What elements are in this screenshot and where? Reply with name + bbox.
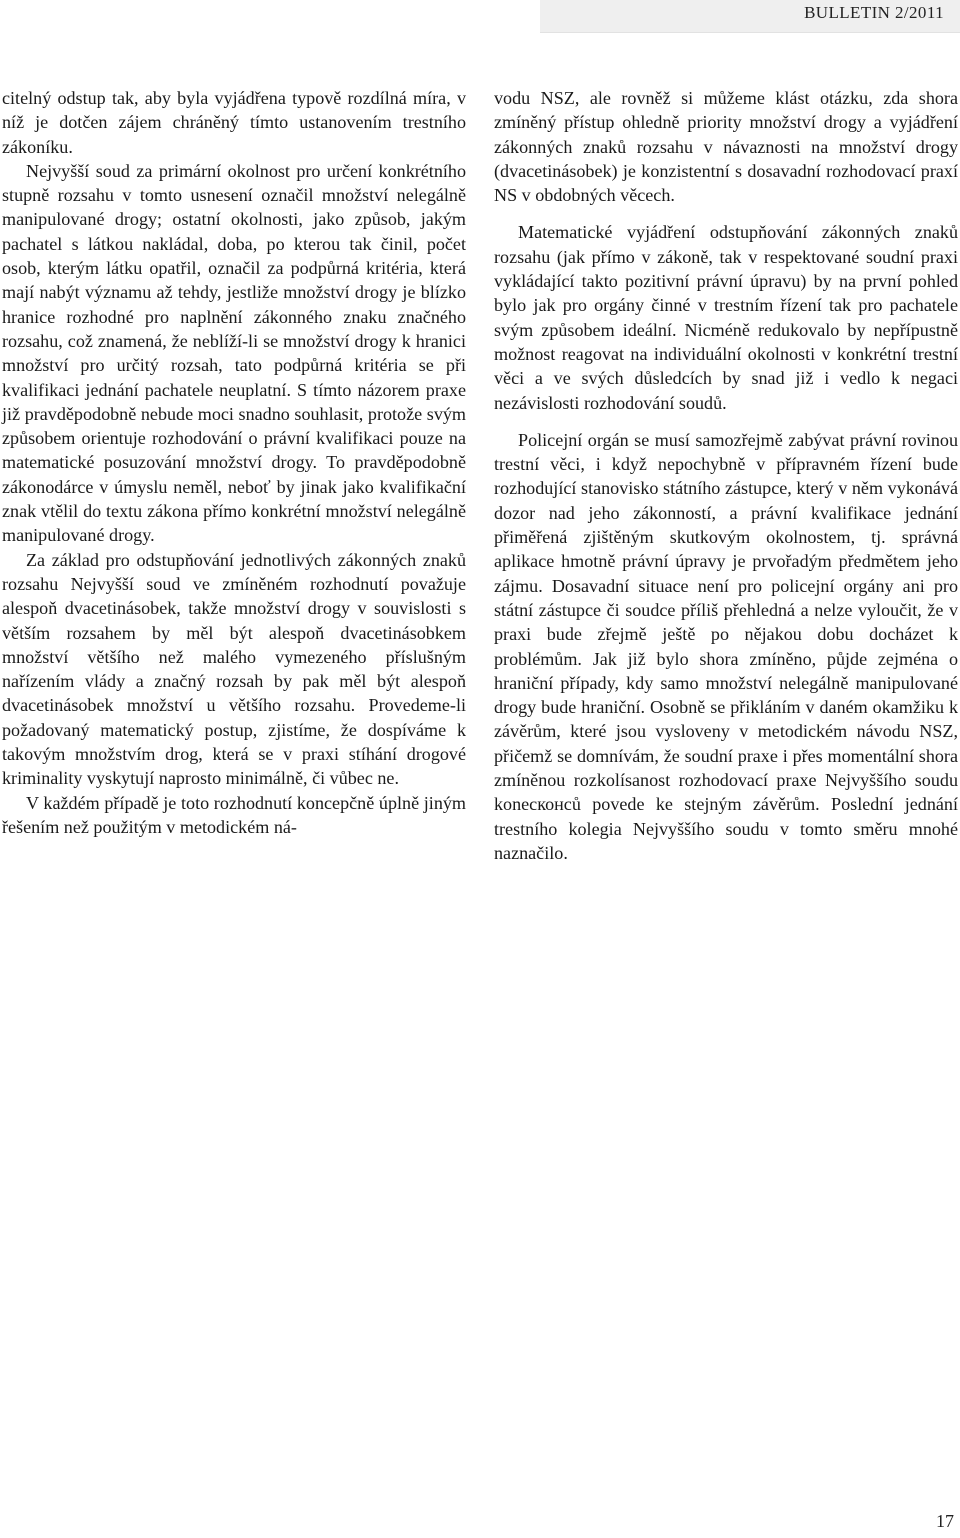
running-header	[540, 0, 960, 33]
paragraph: vodu NSZ, ale rovněž si můžeme klást otázku, zda shora zmíněný přístup ohledně priority množství drogy a vyjádření zákonných znaků rozsahu v návaznosti na množství drogy (dvacetinásobek) je konzistentní s dosavadní rozhodovací praxí NS v obdobných věcech.	[494, 88, 958, 206]
paragraph: V každém případě je toto rozhodnutí koncepčně úplně jiným řešením než použitým v metodickém ná-	[2, 792, 466, 837]
paragraph: Za základ pro odstupňování jednotlivých zákonných znaků rozsahu Nejvyšší soud ve zmíněném rozhodnutí považuje alespoň dvacetinásobek, takže množství drogy v souvislosti s větším rozsahem by měl být alespoň dvacetinásobkem množství většího než malého vymezeného příslušným nařízením vlády a značný rozsah by pak měl být alespoň dvacetinásobek množství u většího rozsahu. Provedeme-li požadovaný matematický postup, zjistíme, že dospíváme k takovým množstvím drog, která se v praxi stíhání drogové kriminality vyskytují naprosto minimálně, či vůbec ne.	[2, 549, 466, 789]
paragraph: Nejvyšší soud za primární okolnost pro určení konkrétního stupně rozsahu v tomto usnesení označil množství nelegálně manipulované drogy; ostatní okolnosti, jako způsob, jakým pachatel s látkou nakládal, doba, po kterou tak činil, počet osob, kterým látku opatřil, označil za podpůrná kritéria, která mají nabýt významu až tehdy, jestliže množství drogy je blízko hranice rozhodné pro naplnění zákonného znaku značného rozsahu, což znamená, že neblíží-li se množství drogy k hranici množství pro určitý rozsah, tato podpůrná kritéria se při kvalifikaci jednání pachatele neuplatní. S tímto názorem praxe již pravděpodobně nebude moci snadno souhlasit, protože svým způsobem orientuje rozhodování o právní kvalifikaci pouze na matematické posuzování množství drogy. To pravděpodobně zákonodárce v úmyslu neměl, neboť by jinak jako kvalifikační znak vtělil do textu zákona přímo konkrétní množství nelegálně manipulované drogy.	[2, 160, 466, 546]
paragraph: citelný odstup tak, aby byla vyjádřena typově rozdílná míra, v níž je dotčen zájem chráněný tímto ustanovením trestního zákoníku.	[2, 88, 466, 157]
journal-title: BULLETIN 2/2011	[804, 3, 944, 22]
right-column	[494, 86, 958, 865]
left-column	[2, 86, 466, 839]
page-number: 17	[936, 1511, 954, 1531]
paragraph: Matematické vyjádření odstupňování zákonných znaků rozsahu (jak přímo v zákoně, tak v respektované soudní praxi vykládající takto pozitivní právní úpravu) by na první pohled bylo jak pro orgány činné v trestním řízení tak pro pachatele svým způsobem ideální. Nicméně redukovalo by nepřípustně možnost reagovat na individuální okolnosti v konkrétní trestní věci a ve svých důsledcích by snad již i vedlo k negaci nezávislosti rozhodování soudů.	[494, 222, 958, 413]
paragraph: Policejní orgán se musí samozřejmě zabývat právní rovinou trestní věci, i když nepochybně v přípravném řízení bude rozhodující stanovisko státního zástupce, který v něm vykonává dozor nad jeho zákonností, a právní kvalifikace jednání přiměřená zjištěným skutkovým okolnostem, tj. správná aplikace hmotně právní úpravy je prvořadým předmětem jeho zájmu. Dosavadní situace není pro policejní orgány ani pro státní zástupce či soudce příliš přehledná a nelze vyloučit, že v praxi bude zřejmě ještě po nějakou dobu docházet k problémům. Jak již bylo shora zmíněno, půjde zejména o hraniční případy, kdy samo množství nelegálně manipulované drogy bude hraniční. Osobně se přikláním v daném okamžiku k závěrům, které jsou vysloveny v metodickém návodu NSZ, přičemž se domnívám, že soudní praxe i přes momentální shora zmíněnou rozkolísanost rozhodovací praxe Nejvyššího soudu konecконců povede ke stejným závěrům. Poslední jednání trestního kolegia Nejvyššího soudu v tomto směru mnohé naznačilo.	[494, 429, 958, 863]
